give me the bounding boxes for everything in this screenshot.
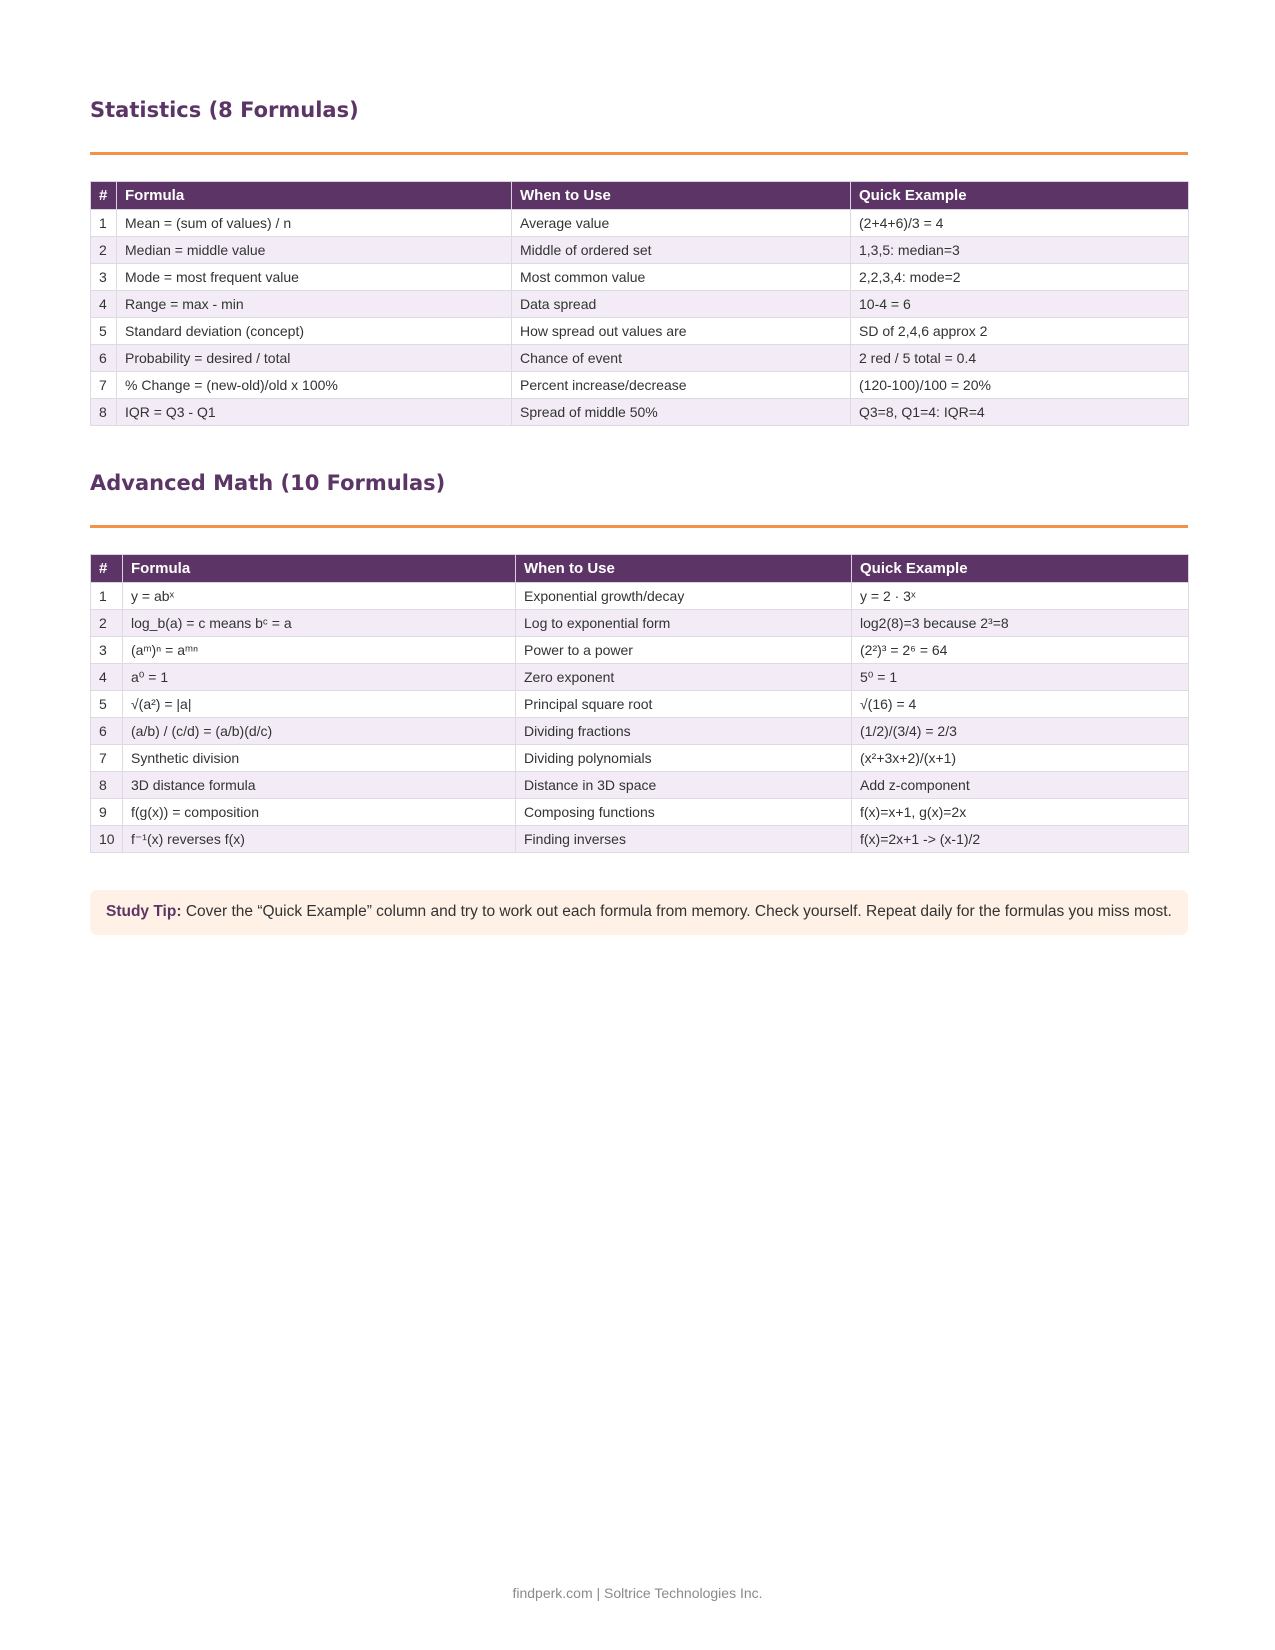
cell-formula: f⁻¹(x) reverses f(x) xyxy=(123,826,516,853)
section-divider xyxy=(90,525,1188,528)
cell-formula: Mean = (sum of values) / n xyxy=(117,210,512,237)
cell-formula: f(g(x)) = composition xyxy=(123,799,516,826)
cell-number: 8 xyxy=(91,772,123,799)
statistics-table xyxy=(90,181,1189,426)
table-row xyxy=(91,237,1189,264)
table-row xyxy=(91,664,1189,691)
section-divider xyxy=(90,152,1188,155)
cell-number: 1 xyxy=(91,210,117,237)
cell-when-to-use: Dividing fractions xyxy=(516,718,852,745)
cell-when-to-use: Percent increase/decrease xyxy=(512,372,851,399)
cell-formula: (aᵐ)ⁿ = aᵐⁿ xyxy=(123,637,516,664)
cell-formula: 3D distance formula xyxy=(123,772,516,799)
table-row xyxy=(91,826,1189,853)
cell-formula: y = abˣ xyxy=(123,583,516,610)
cell-when-to-use: Average value xyxy=(512,210,851,237)
column-header-formula: Formula xyxy=(117,182,512,210)
cell-quick-example: (2+4+6)/3 = 4 xyxy=(851,210,1189,237)
cell-quick-example: SD of 2,4,6 approx 2 xyxy=(851,318,1189,345)
table-row xyxy=(91,583,1189,610)
cell-when-to-use: Distance in 3D space xyxy=(516,772,852,799)
table-row xyxy=(91,637,1189,664)
study-tip-label: Study Tip: xyxy=(106,903,182,920)
page-footer: findperk.com | Soltrice Technologies Inc. xyxy=(512,1585,763,1601)
table-row xyxy=(91,691,1189,718)
cell-quick-example: 10-4 = 6 xyxy=(851,291,1189,318)
cell-formula: Standard deviation (concept) xyxy=(117,318,512,345)
cell-when-to-use: Principal square root xyxy=(516,691,852,718)
cell-number: 3 xyxy=(91,637,123,664)
cell-number: 2 xyxy=(91,237,117,264)
cell-quick-example: Q3=8, Q1=4: IQR=4 xyxy=(851,399,1189,426)
cell-number: 3 xyxy=(91,264,117,291)
cell-when-to-use: Dividing polynomials xyxy=(516,745,852,772)
cell-formula: Mode = most frequent value xyxy=(117,264,512,291)
cell-quick-example: Add z-component xyxy=(852,772,1189,799)
table-row xyxy=(91,772,1189,799)
cell-quick-example: 5⁰ = 1 xyxy=(852,664,1189,691)
cell-formula: Range = max - min xyxy=(117,291,512,318)
cell-when-to-use: Middle of ordered set xyxy=(512,237,851,264)
cell-number: 6 xyxy=(91,718,123,745)
cell-number: 9 xyxy=(91,799,123,826)
column-header-quick-example: Quick Example xyxy=(852,555,1189,583)
cell-number: 5 xyxy=(91,691,123,718)
cell-formula: % Change = (new-old)/old x 100% xyxy=(117,372,512,399)
cell-when-to-use: Chance of event xyxy=(512,345,851,372)
cell-quick-example: √(16) = 4 xyxy=(852,691,1189,718)
table-row xyxy=(91,610,1189,637)
cell-quick-example: (1/2)/(3/4) = 2/3 xyxy=(852,718,1189,745)
cell-quick-example: f(x)=x+1, g(x)=2x xyxy=(852,799,1189,826)
column-header-number: # xyxy=(91,182,117,210)
column-header-quick-example: Quick Example xyxy=(851,182,1189,210)
cell-formula: √(a²) = |a| xyxy=(123,691,516,718)
cell-number: 7 xyxy=(91,745,123,772)
table-row xyxy=(91,399,1189,426)
cell-number: 4 xyxy=(91,291,117,318)
cell-formula: Median = middle value xyxy=(117,237,512,264)
table-row xyxy=(91,718,1189,745)
study-tip-text: Cover the “Quick Example” column and try to work out each formula from memory. Check yourself. Repeat daily for the formulas you miss most. xyxy=(185,903,1172,920)
cell-quick-example: (x²+3x+2)/(x+1) xyxy=(852,745,1189,772)
cell-quick-example: log2(8)=3 because 2³=8 xyxy=(852,610,1189,637)
cell-when-to-use: Exponential growth/decay xyxy=(516,583,852,610)
column-header-number: # xyxy=(91,555,123,583)
study-tip-box xyxy=(90,890,1188,935)
cell-quick-example: 2 red / 5 total = 0.4 xyxy=(851,345,1189,372)
cell-quick-example: 1,3,5: median=3 xyxy=(851,237,1189,264)
cell-quick-example: y = 2 · 3ˣ xyxy=(852,583,1189,610)
cell-when-to-use: Spread of middle 50% xyxy=(512,399,851,426)
table-header-row xyxy=(91,555,1189,583)
cell-when-to-use: Zero exponent xyxy=(516,664,852,691)
table-row xyxy=(91,372,1189,399)
cell-formula: IQR = Q3 - Q1 xyxy=(117,399,512,426)
cell-number: 8 xyxy=(91,399,117,426)
cell-number: 6 xyxy=(91,345,117,372)
cell-number: 4 xyxy=(91,664,123,691)
cell-formula: a⁰ = 1 xyxy=(123,664,516,691)
cell-quick-example: (2²)³ = 2⁶ = 64 xyxy=(852,637,1189,664)
section-title-statistics: Statistics (8 Formulas) xyxy=(90,98,359,122)
cell-number: 1 xyxy=(91,583,123,610)
cell-quick-example: f(x)=2x+1 -> (x-1)/2 xyxy=(852,826,1189,853)
table-row xyxy=(91,318,1189,345)
cell-formula: Synthetic division xyxy=(123,745,516,772)
cell-when-to-use: Composing functions xyxy=(516,799,852,826)
cell-number: 10 xyxy=(91,826,123,853)
table-row xyxy=(91,799,1189,826)
advanced-math-table xyxy=(90,554,1189,853)
section-title-advanced-math: Advanced Math (10 Formulas) xyxy=(90,471,446,495)
cell-number: 2 xyxy=(91,610,123,637)
cell-number: 7 xyxy=(91,372,117,399)
table-row xyxy=(91,345,1189,372)
cell-quick-example: 2,2,3,4: mode=2 xyxy=(851,264,1189,291)
cell-when-to-use: Most common value xyxy=(512,264,851,291)
table-row xyxy=(91,210,1189,237)
cell-formula: log_b(a) = c means bᶜ = a xyxy=(123,610,516,637)
table-row xyxy=(91,291,1189,318)
cell-when-to-use: Finding inverses xyxy=(516,826,852,853)
table-row xyxy=(91,264,1189,291)
column-header-when-to-use: When to Use xyxy=(512,182,851,210)
cell-when-to-use: How spread out values are xyxy=(512,318,851,345)
cell-when-to-use: Data spread xyxy=(512,291,851,318)
cell-when-to-use: Log to exponential form xyxy=(516,610,852,637)
table-row xyxy=(91,745,1189,772)
cell-when-to-use: Power to a power xyxy=(516,637,852,664)
table-header-row xyxy=(91,182,1189,210)
cell-formula: Probability = desired / total xyxy=(117,345,512,372)
cell-quick-example: (120-100)/100 = 20% xyxy=(851,372,1189,399)
cell-formula: (a/b) / (c/d) = (a/b)(d/c) xyxy=(123,718,516,745)
column-header-formula: Formula xyxy=(123,555,516,583)
column-header-when-to-use: When to Use xyxy=(516,555,852,583)
cell-number: 5 xyxy=(91,318,117,345)
